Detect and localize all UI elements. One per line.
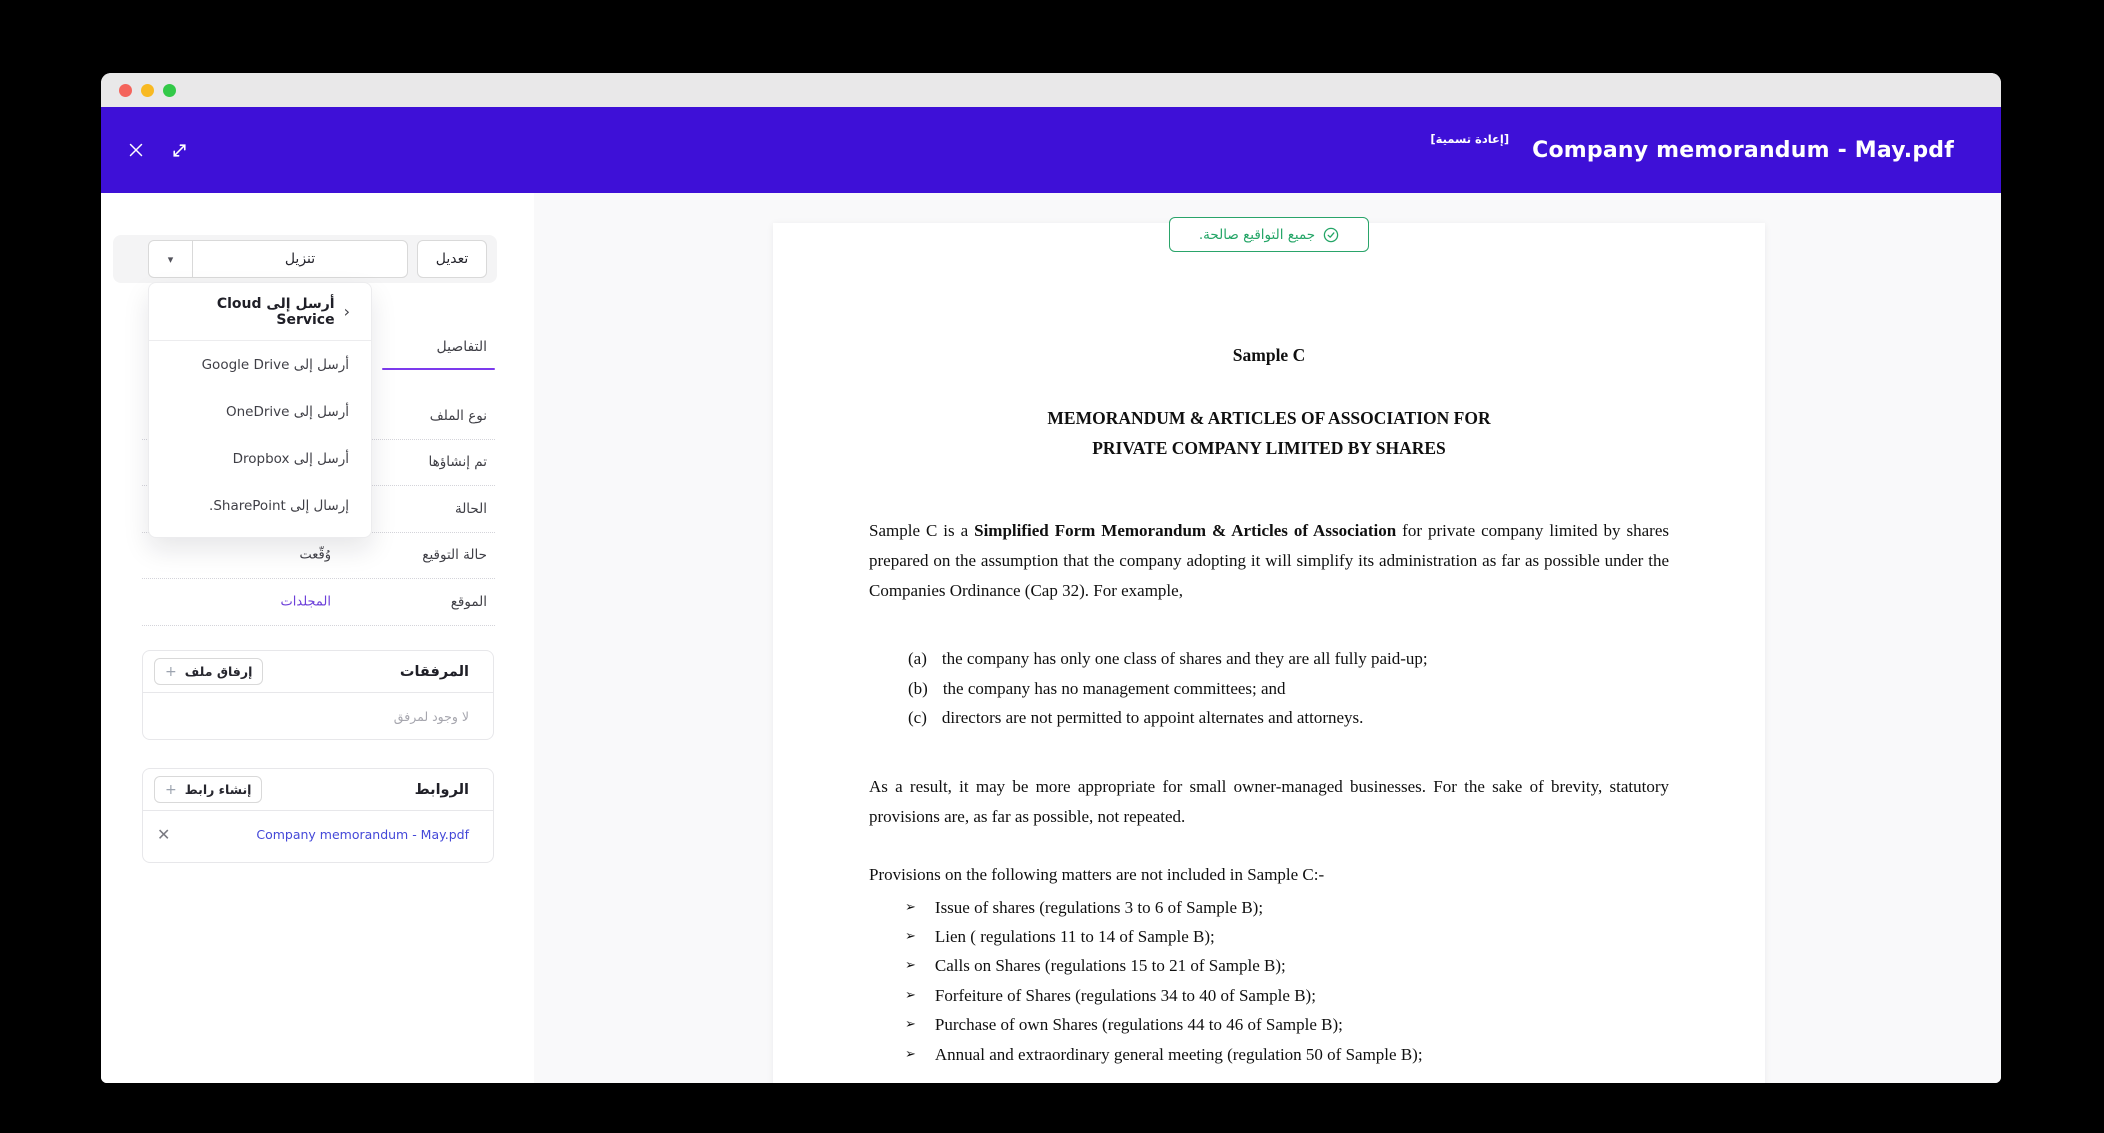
doc-paragraph-1: Sample C is a Simplified Form Memorandum & Articles of Association for private company limited by shares prepared on the assumption that the company adopting it will simplify its administration as far as possible under the Companies Ordinance (Cap 32). For example, bbox=[869, 521, 1669, 600]
detail-row-signature-status bbox=[142, 533, 495, 580]
rename-button[interactable]: [إعادة تسمية] bbox=[1430, 132, 1510, 146]
doc-heading-line2: PRIVATE COMPANY LIMITED BY SHARES bbox=[1092, 438, 1446, 458]
chevron-left-icon: ‹ bbox=[343, 302, 350, 321]
traffic-light-zoom-icon[interactable] bbox=[163, 84, 176, 97]
detail-label: حالة التوقيع bbox=[422, 547, 487, 564]
doc-heading bbox=[869, 403, 1669, 463]
detail-label: نوع الملف bbox=[429, 407, 487, 424]
create-link-button[interactable] bbox=[154, 776, 262, 803]
doc-paragraph-3: Provisions on the following matters are not included in Sample C:- bbox=[869, 864, 1325, 884]
attachments-header bbox=[143, 651, 493, 693]
arrow-bullet-icon: ➢ bbox=[905, 987, 916, 1003]
pdf-page-content bbox=[773, 223, 1765, 1083]
doc-bullet-item: ➢ Calls on Shares (regulations 15 to 21 of Sample B); bbox=[905, 951, 1669, 980]
doc-sample-title: Sample C bbox=[1232, 345, 1306, 365]
arrow-bullet-icon: ➢ bbox=[905, 958, 916, 974]
detail-value: وُقّعت bbox=[299, 547, 331, 563]
sidebar-toolbar bbox=[113, 235, 497, 283]
doc-bullet-item: ➢ Purchase of own Shares (regulations 44 to 46 of Sample B); bbox=[905, 1010, 1669, 1039]
attachments-empty-text: لا وجود لمرفق bbox=[393, 709, 469, 724]
header-actions bbox=[126, 107, 189, 193]
detail-label: الحالة bbox=[454, 500, 487, 517]
tab-details[interactable]: التفاصيل bbox=[436, 339, 487, 355]
doc-bullet-item: ➢ Forfeiture of Shares (regulations 34 to 40 of Sample B); bbox=[905, 981, 1669, 1010]
remove-icon[interactable]: ✕ bbox=[157, 824, 171, 844]
arrow-bullet-icon: ➢ bbox=[905, 899, 916, 915]
doc-paragraph-2: As a result, it may be more appropriate for small owner-managed businesses. For the sake of brevity, statutory provisions are, as far as possible, not repeated. bbox=[869, 776, 1669, 826]
link-row bbox=[143, 811, 493, 858]
menu-item-sharepoint[interactable]: إرسال إلى SharePoint. bbox=[209, 497, 349, 514]
tab-active-underline bbox=[382, 368, 495, 370]
download-dropdown-menu bbox=[148, 282, 372, 538]
doc-list-item: (a) the company has only one class of shares and they are all fully paid-up; bbox=[908, 649, 1428, 668]
expand-icon[interactable] bbox=[169, 140, 189, 160]
create-link-label: إنشاء رابط bbox=[184, 782, 252, 797]
window-titlebar bbox=[101, 73, 2001, 107]
document-title: Company memorandum - May.pdf bbox=[1532, 137, 1954, 163]
traffic-light-minimize-icon[interactable] bbox=[141, 84, 154, 97]
arrow-bullet-icon: ➢ bbox=[905, 928, 916, 944]
arrow-bullet-icon: ➢ bbox=[905, 1046, 916, 1062]
pdf-page bbox=[773, 223, 1765, 1083]
folders-link[interactable]: المجلدات bbox=[280, 594, 331, 610]
download-split-button bbox=[148, 240, 408, 278]
menu-item-dropbox[interactable]: أرسل إلى Dropbox bbox=[232, 450, 349, 467]
doc-bullet-item: ➢ Annual and extraordinary general meeting (regulation 50 of Sample B); bbox=[905, 1040, 1669, 1069]
attachments-panel bbox=[142, 650, 494, 740]
attachments-body bbox=[143, 693, 493, 740]
doc-list-item: (c) directors are not permitted to appoint alternates and attorneys. bbox=[908, 708, 1364, 727]
document-viewer bbox=[534, 193, 2001, 1083]
close-icon[interactable] bbox=[126, 140, 146, 160]
menu-item-label: أرسل إلى Cloud Service bbox=[216, 295, 335, 328]
doc-heading-line1: MEMORANDUM & ARTICLES OF ASSOCIATION FOR bbox=[1047, 408, 1491, 428]
download-button[interactable]: تنزيل bbox=[284, 251, 316, 267]
traffic-light-close-icon[interactable] bbox=[119, 84, 132, 97]
window-content bbox=[101, 193, 2001, 1083]
doc-bullet-item: ➢ Lien ( regulations 11 to 14 of Sample B); bbox=[905, 922, 1669, 951]
attachments-title: المرفقات bbox=[399, 663, 469, 680]
edit-button[interactable]: تعديل bbox=[417, 240, 487, 278]
check-circle-icon bbox=[1323, 227, 1339, 243]
doc-bullet-item: ➢ Issue of shares (regulations 3 to 6 of Sample B); bbox=[905, 893, 1669, 922]
attach-file-button[interactable] bbox=[154, 658, 263, 685]
doc-bullet-list bbox=[905, 893, 1669, 1069]
links-header bbox=[143, 769, 493, 811]
app-header bbox=[101, 107, 2001, 193]
menu-item-onedrive[interactable]: أرسل إلى OneDrive bbox=[226, 403, 349, 420]
menu-item-cloud-service[interactable] bbox=[149, 283, 371, 341]
menu-item-google-drive[interactable]: أرسل إلى Google Drive bbox=[201, 356, 349, 373]
caret-down-icon[interactable]: ▾ bbox=[149, 241, 193, 277]
linked-document-link[interactable]: Company memorandum - May.pdf bbox=[256, 827, 469, 842]
badge-text: جميع التواقيع صالحة. bbox=[1198, 226, 1316, 243]
app-window bbox=[101, 73, 2001, 1083]
header-title-group bbox=[1430, 107, 1954, 193]
links-panel bbox=[142, 768, 494, 863]
doc-bold-phrase: Simplified Form Memorandum & Articles of Association bbox=[974, 521, 1397, 540]
detail-label: تم إنشاؤها bbox=[428, 454, 487, 471]
plus-icon: + bbox=[165, 781, 177, 798]
attach-file-label: إرفاق ملف bbox=[184, 664, 253, 679]
links-title: الروابط bbox=[414, 781, 469, 798]
detail-row-location bbox=[142, 579, 495, 626]
doc-list-abc bbox=[908, 644, 1669, 733]
details-sidebar bbox=[101, 193, 534, 1083]
detail-label: الموقع bbox=[450, 593, 487, 610]
plus-icon: + bbox=[165, 663, 177, 680]
doc-list-item: (b) the company has no management committees; and bbox=[908, 678, 1286, 698]
signatures-valid-badge bbox=[1169, 217, 1369, 252]
arrow-bullet-icon: ➢ bbox=[905, 1017, 916, 1033]
